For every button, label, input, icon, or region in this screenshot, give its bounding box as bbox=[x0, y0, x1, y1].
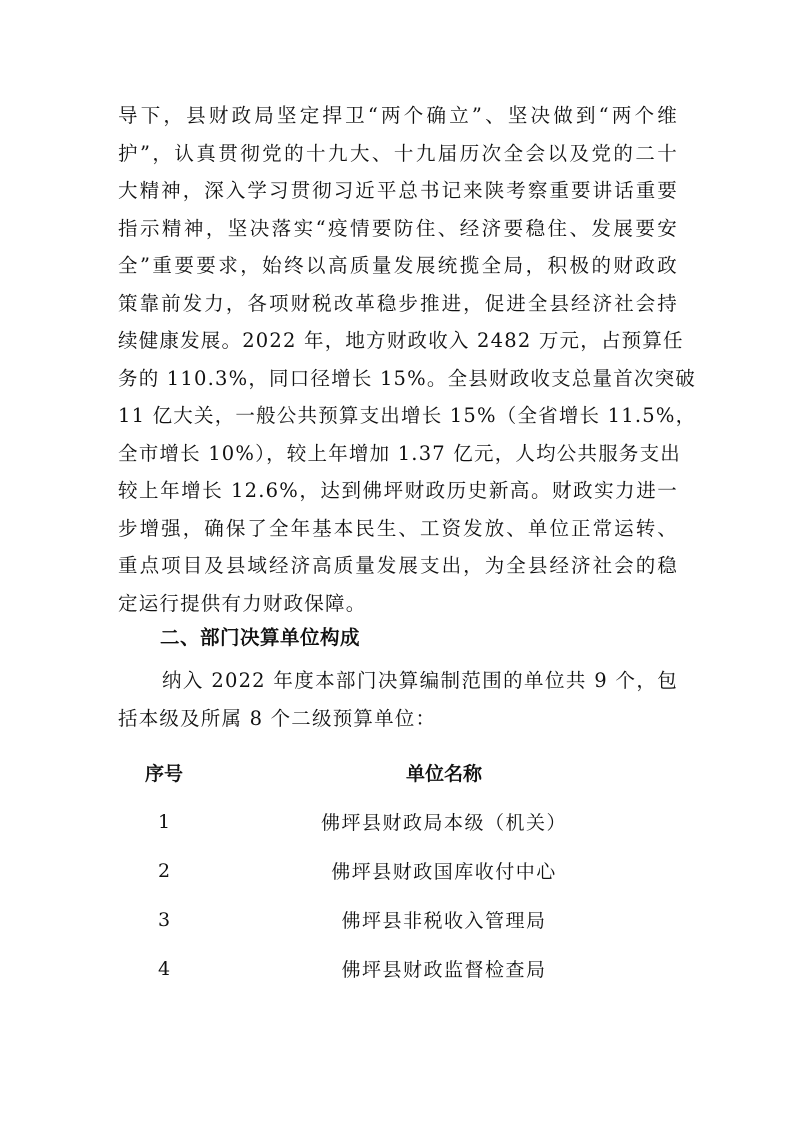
row-index: 4 bbox=[157, 957, 171, 980]
body-line: 全市增长 10%），较上年增加 1.37 亿元，人均公共服务支出 bbox=[118, 441, 682, 465]
body-line: 大精神，深入学习贯彻习近平总书记来陕考察重要讲话重要 bbox=[118, 179, 678, 202]
table-row bbox=[118, 797, 678, 846]
body-line: 重点项目及县域经济高质量发展支出，为全县经济社会的稳 bbox=[118, 554, 678, 577]
row-index: 3 bbox=[157, 908, 171, 931]
body-paragraph bbox=[118, 97, 697, 622]
body-line: 指示精神，坚决落实“疫情要防住、经济要稳住、发展要安 bbox=[118, 216, 678, 240]
intro-paragraph bbox=[118, 662, 678, 738]
header-name: 单位名称 bbox=[405, 763, 482, 785]
body-line: 步增强，确保了全年基本民生、工资发放、单位正常运转、 bbox=[118, 516, 678, 540]
row-name: 佛坪县财政国库收付中心 bbox=[331, 861, 557, 883]
body-line: 较上年增长 12.6%，达到佛坪财政历史新高。财政实力进一 bbox=[118, 479, 678, 502]
unit-table bbox=[118, 748, 678, 993]
row-name: 佛坪县财政监督检查局 bbox=[341, 959, 547, 981]
table-row bbox=[118, 895, 678, 944]
body-line: 导下，县财政局坚定捍卫“两个确立”、坚决做到“两个维 bbox=[118, 104, 678, 127]
body-line: 续健康发展。2022 年，地方财政收入 2482 万元，占预算任 bbox=[118, 329, 684, 352]
table-header-row bbox=[118, 748, 678, 797]
body-line: 策靠前发力，各项财税改革稳步推进，促进全县经济社会持 bbox=[118, 291, 678, 315]
body-line: 务的 110.3%，同口径增长 15%。全县财政收支总量首次突破 bbox=[118, 366, 696, 390]
intro-line: 纳入 2022 年度本部门决算编制范围的单位共 9 个，包 bbox=[162, 669, 678, 692]
body-line: 11 亿大关，一般公共预算支出增长 15%（全省增长 11.5%， bbox=[118, 404, 697, 427]
row-name: 佛坪县财政局本级（机关） bbox=[320, 812, 567, 834]
header-index: 序号 bbox=[144, 763, 183, 785]
table-row bbox=[118, 846, 678, 895]
row-name: 佛坪县非税收入管理局 bbox=[341, 910, 547, 932]
body-line: 护”，认真贯彻党的十九大、十九届历次全会以及党的二十 bbox=[118, 141, 678, 165]
body-line: 定运行提供有力财政保障。 bbox=[118, 591, 367, 615]
table-row bbox=[118, 944, 678, 993]
intro-line: 括本级及所属 8 个二级预算单位： bbox=[118, 707, 437, 730]
body-line: 全”重要要求，始终以高质量发展统揽全局，积极的财政政 bbox=[118, 254, 678, 277]
row-index: 2 bbox=[157, 859, 171, 882]
row-index: 1 bbox=[157, 810, 171, 833]
section-heading: 二、部门决算单位构成 bbox=[160, 626, 361, 649]
